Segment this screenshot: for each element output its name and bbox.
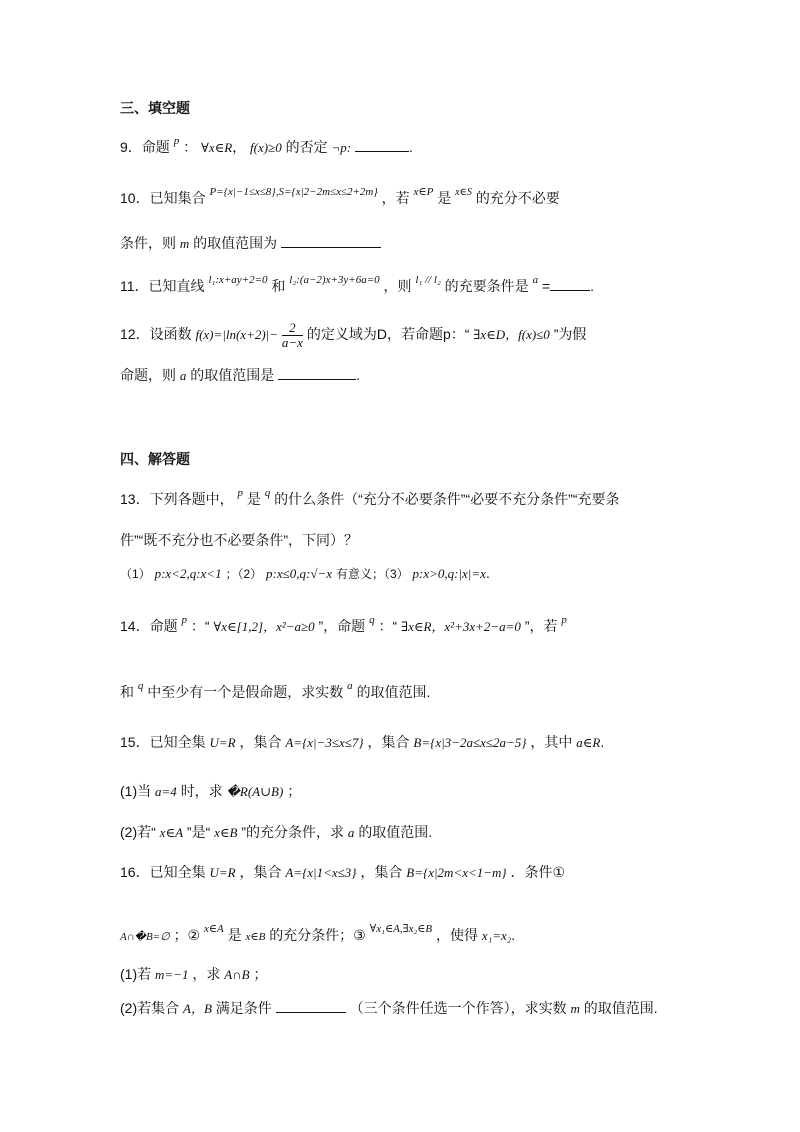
q12-line2a: 命题，则 (120, 367, 176, 383)
q9-m2: f(x)≥0 (250, 140, 282, 155)
q10-line2b: 的取值范围为 (193, 235, 278, 251)
question-13-line3 (120, 563, 490, 584)
q13-t3: 有意义；（3） (335, 567, 409, 581)
q9-m3: ¬p: (331, 140, 352, 155)
q16-p2c: （三个条件任选一个作答），求实数 (349, 1000, 567, 1016)
question-15-part2 (120, 822, 432, 843)
question-16-part2 (120, 998, 658, 1019)
q15-m2: A={x|−3≤x≤7} (285, 735, 364, 750)
question-10 (120, 188, 560, 211)
q11-m3: l₁ // l₂ (415, 274, 441, 286)
q14-line2b: 中至少有一个是假命题，求实数 (147, 684, 344, 700)
q16-c2: 是 (227, 927, 242, 943)
q13-label: 13．下列各题中， (120, 491, 234, 507)
q16-m6: ∀x₁∈A,∃x₂∈B (369, 923, 433, 935)
q11-t3: 的充要条件是 (444, 278, 529, 294)
question-16-conditions (120, 925, 515, 947)
q13-t2: 的什么条件（“充分不必要条件”“必要不充分条件”“充要条 (274, 491, 620, 507)
q16-p2a: (2)若集合 (120, 1000, 180, 1016)
question-15-part1 (120, 781, 301, 802)
q15-p2d: 的取值范围. (358, 824, 433, 840)
q12-m2: ∃x∈D，f(x)≤0 (473, 327, 550, 343)
q13-m1: p (237, 487, 243, 499)
q13-end: . (485, 565, 490, 581)
q11-t4: = (541, 278, 551, 294)
q14-t2: ”，命题 (318, 618, 366, 634)
q16-blank (276, 998, 346, 1013)
q14-m5: p (561, 614, 567, 626)
q11-m4: a (532, 274, 539, 286)
q16-c2b: 的充分条件；③ (269, 927, 366, 943)
q14-t4: ”，若 (524, 618, 558, 634)
question-10-line2 (120, 233, 381, 254)
q14-t3: ：“ (378, 618, 398, 634)
q10-m1: P={x|−1≤x≤8},S={x|2−2m≤x≤2+2m} (209, 186, 378, 198)
q12-fnum: 2 (282, 321, 303, 336)
q15-end: . (600, 734, 605, 750)
q9-m1: ∀x∈R (200, 140, 233, 155)
question-9: 9．命题 $^p$ ： ∀x∈R， f(x)≥0 的否定 ¬p: . (120, 135, 413, 155)
q15-m4: a∈R (576, 735, 601, 750)
q15-m7: x∈A (159, 825, 184, 840)
q16-t3: ．条件① (510, 864, 566, 880)
q16-c3: ，使得 (436, 927, 479, 943)
q9-blank (355, 137, 409, 152)
q10-t2: 是 (437, 190, 452, 206)
q16-end: . (511, 927, 516, 943)
q16-t1: ，集合 (239, 864, 282, 880)
q10-label: 10．已知集合 (120, 190, 206, 206)
q16-t2: ，集合 (360, 864, 403, 880)
q12-m3: a (179, 368, 187, 383)
question-13 (120, 489, 619, 511)
q16-c1b: ；② (173, 927, 201, 943)
q15-p1c: ； (287, 783, 302, 799)
q16-p1b: ，求 (192, 966, 221, 982)
q10-m2: x∈P (413, 186, 434, 198)
q14-m6: q (137, 680, 144, 692)
q14-m3: q (369, 614, 375, 626)
q12-label: 12．设函数 (120, 326, 192, 343)
q16-m10: A，B (183, 1001, 212, 1016)
q10-m4: m (179, 236, 190, 251)
question-13-line2: 件”“既不充分也不必要条件”，下同）？ (120, 532, 358, 548)
q16-p2b: 满足条件 (215, 1000, 272, 1016)
q9-t2: 的否定 (285, 139, 328, 155)
q14-line2c: 的取值范围. (356, 684, 431, 700)
q16-p2d: 的取值范围. (583, 1000, 658, 1016)
q16-m4: x∈A (204, 923, 224, 935)
q15-m6: �R(A∪B) (226, 784, 284, 799)
q11-t2: ，则 (383, 278, 412, 294)
q11-t1: 和 (271, 278, 286, 294)
question-15 (120, 732, 604, 753)
q15-m8: x∈B (214, 825, 238, 840)
q10-blank (281, 233, 381, 248)
q16-p1a: (1)若 (120, 966, 152, 982)
q16-m1: U=R (209, 865, 236, 880)
q13-m3: p:x<2,q:x<1 (154, 566, 222, 581)
q15-t3: ，其中 (530, 734, 573, 750)
q14-m4: ∃x∈R，x²+3x+2−a=0 (401, 619, 521, 634)
q13-m5: p:x>0,q:|x|=x (412, 566, 486, 581)
question-11 (120, 276, 594, 298)
q12-fraction (282, 321, 303, 350)
section-title-answer: 四、解答题 (120, 451, 190, 467)
q9-label: 9．命题 (120, 139, 170, 155)
q13-m4: p:x≤0,q:√−x (266, 566, 333, 581)
q10-t3: 的充分不必要 (475, 190, 560, 206)
q9-p: p (173, 135, 180, 147)
q11-blank (550, 276, 590, 291)
question-14-line2 (120, 682, 430, 704)
q11-m1: l₁:x+ay+2=0 (208, 274, 268, 286)
q16-m8: m=−1 (155, 967, 189, 982)
q10-line2a: 条件，则 (120, 235, 176, 251)
q10-m3: x∈S (455, 187, 472, 198)
q16-m11: m (570, 1001, 580, 1016)
q15-m5: a=4 (155, 784, 177, 799)
q13-s2: ；（2） (225, 567, 263, 581)
q14-m7: a (347, 680, 353, 692)
q12-t1: 的定义域为D，若命题p：“ (306, 326, 470, 343)
q16-c1: A∩�B=∅ (120, 931, 170, 943)
q14-m1: p (181, 614, 187, 626)
q13-t1: 是 (246, 491, 261, 507)
q14-line2a: 和 (120, 684, 134, 700)
q15-m9: a (347, 825, 355, 840)
question-16 (120, 862, 565, 883)
q16-m3: B={x|2m<x<1−m} (406, 865, 507, 880)
q15-p2a: (2)若“ (120, 824, 156, 840)
q16-label: 16．已知全集 (120, 864, 206, 880)
q15-label: 15．已知全集 (120, 734, 206, 750)
q12-end: . (356, 367, 361, 383)
q11-label: 11．已知直线 (120, 278, 205, 294)
q12-m1: f(x)=|ln(x+2)|− (195, 327, 279, 343)
q15-p1b: 时，求 (180, 783, 223, 799)
question-16-part1 (120, 964, 267, 985)
q16-m7: x₁=x₂ (481, 928, 512, 943)
q12-blank (278, 365, 356, 380)
q15-t2: ，集合 (367, 734, 410, 750)
q14-label: 14．命题 (120, 618, 178, 634)
q13-s1: （1） (120, 567, 151, 581)
q11-m2: l₂:(a−2)x+3y+6a=0 (289, 274, 380, 286)
q13-m2: q (264, 487, 271, 499)
q12-line2b: 的取值范围是 (190, 367, 275, 383)
q15-p1a: (1)当 (120, 783, 152, 799)
q15-p2b: ”是“ (186, 824, 211, 840)
q9-end: . (409, 139, 413, 155)
q16-m5: x∈B (245, 931, 266, 943)
question-12 (120, 321, 586, 350)
q16-m2: A={x|1<x≤3} (285, 865, 357, 880)
q14-m2: ∀x∈[1,2]，x²−a≥0 (213, 619, 315, 634)
section-title-fill-blank: 三、填空题 (120, 100, 190, 116)
q11-end: . (590, 278, 595, 294)
q12-fden: a−x (281, 335, 303, 350)
q12-t2: ”为假 (553, 326, 587, 343)
q16-m9: A∩B (224, 967, 250, 982)
question-12-line2 (120, 365, 360, 386)
q10-t1: ，若 (381, 190, 410, 206)
q15-m1: U=R (209, 735, 236, 750)
q14-t1: ：“ (190, 618, 210, 634)
q15-m3: B={x|3−2a≤x≤2a−5} (413, 735, 527, 750)
q16-p1c: ； (253, 966, 268, 982)
q15-t1: ，集合 (239, 734, 282, 750)
question-14 (120, 616, 567, 638)
q15-p2c: ”的充分条件，求 (241, 824, 345, 840)
q9-colon: ： (183, 139, 198, 155)
